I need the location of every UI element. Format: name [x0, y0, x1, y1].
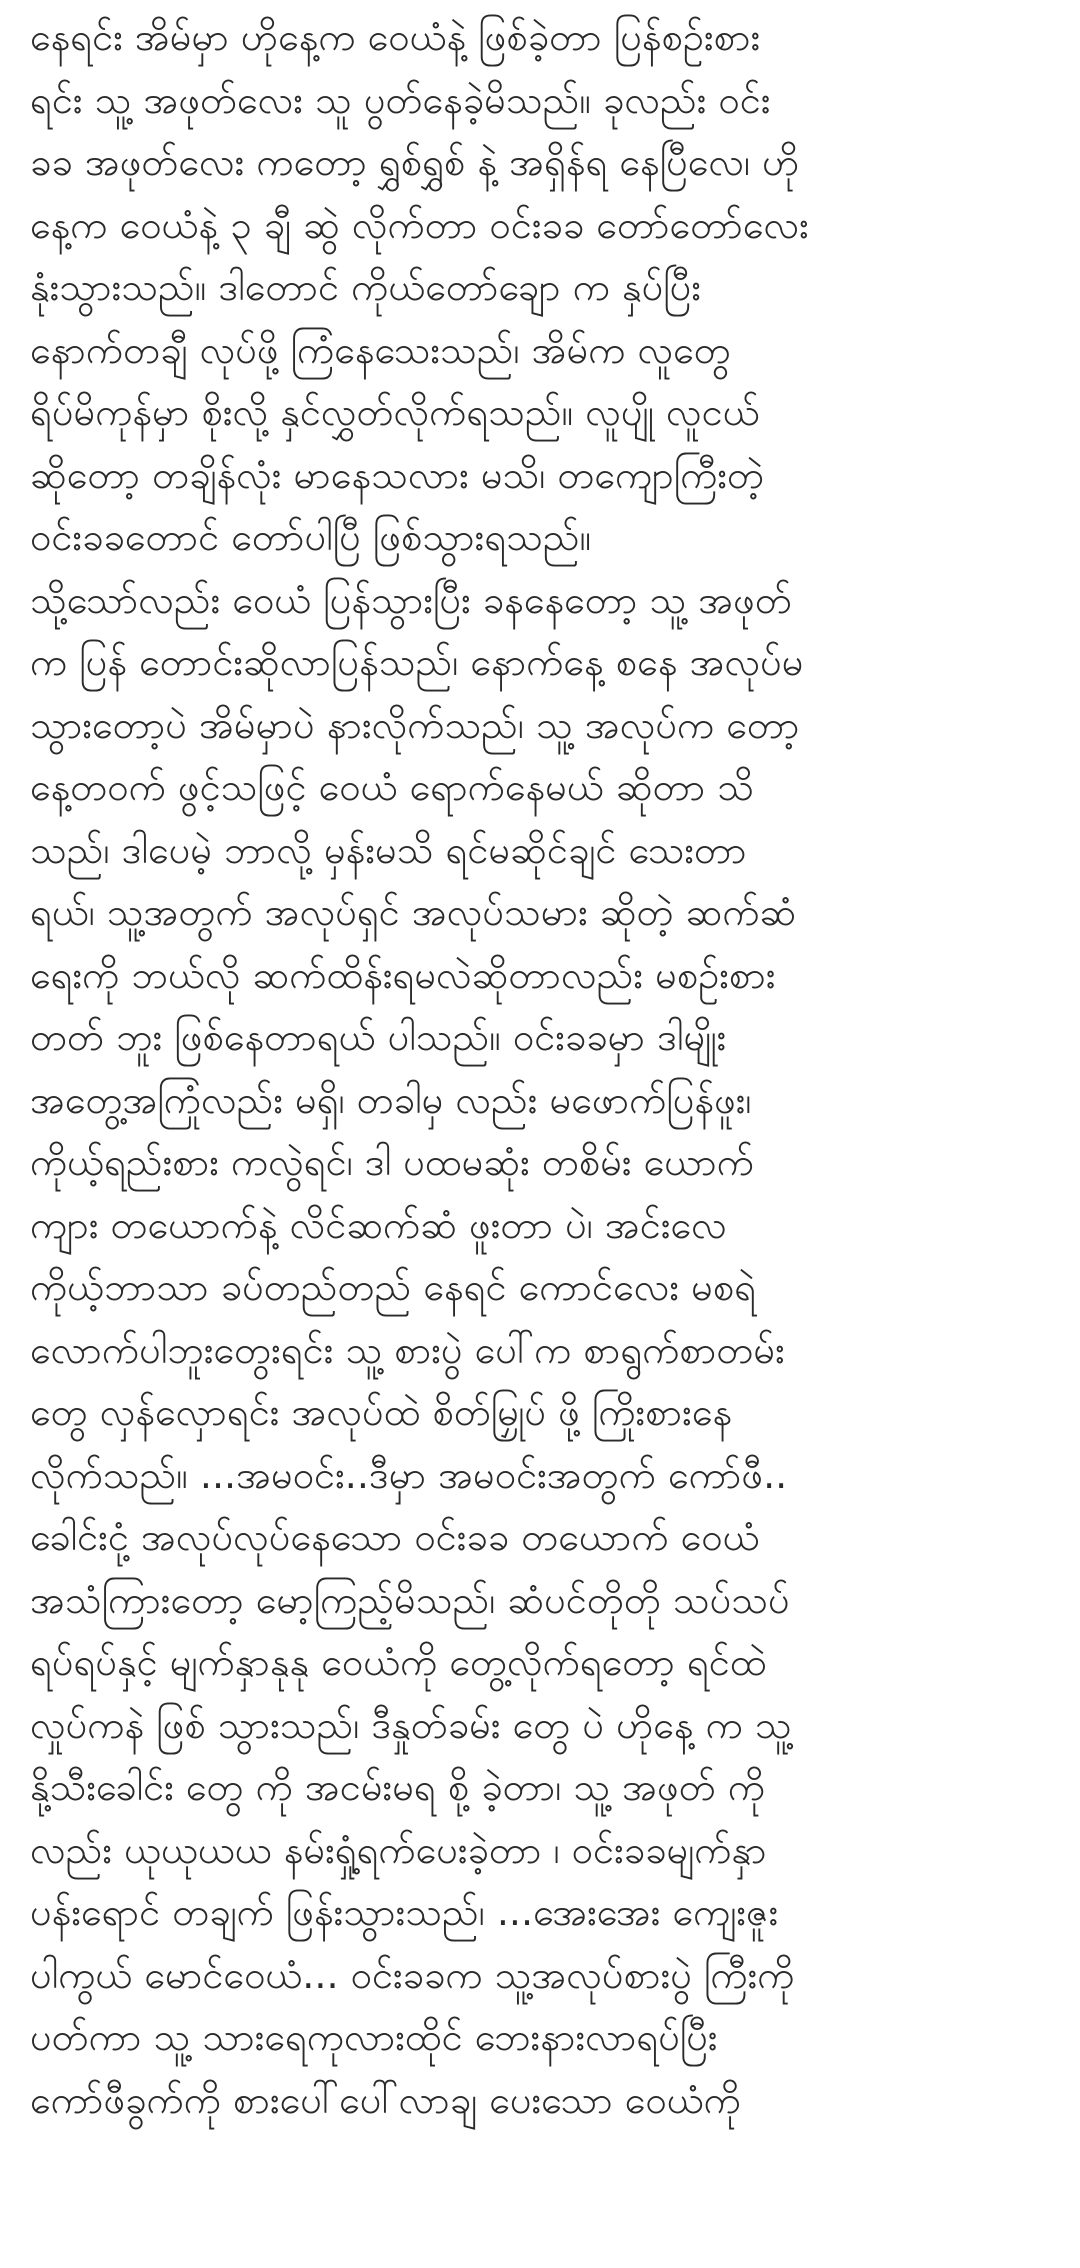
- text-line: ဆိုတော့ တချိန်လုံး မာနေသလား မသိ၊ တကျောကြီးတဲ့: [30, 452, 765, 497]
- text-line: နောက်တချီ လုပ်ဖို့ ကြံနေသေးသည်၊ အိမ်က လူတွေ: [30, 327, 731, 372]
- text-line: သို့သော်လည်း ဝေယံ ပြန်သွားပြီး ခနနေတော့ သူ့ အဖုတ်: [30, 577, 792, 622]
- text-line: နေ့တဝက် ဖွင့်သဖြင့် ဝေယံ ရောက်နေမယ် ဆိုတာ သိ: [30, 765, 755, 809]
- text-line: တတ် ဘူး ဖြစ်နေတာရယ် ပါသည်။ ဝင်းခခမှာ ဒါမျိုး: [30, 1015, 727, 1059]
- text-line: ကိုယ့်ရည်းစား ကလွဲရင်၊ ဒါ ပထမဆုံး တစိမ်း ယောက်: [30, 1140, 754, 1184]
- text-line: က ပြန် တောင်းဆိုလာပြန်သည်၊ နောက်နေ့ စနေ အလုပ်မ: [30, 640, 804, 684]
- text-line: သွားတော့ပဲ အိမ်မှာပဲ နားလိုက်သည်၊ သူ့ အလုပ်က တော့: [30, 702, 800, 747]
- text-line: ဝင်းခခတောင် တော်ပါပြီ ဖြစ်သွားရသည်။: [30, 515, 592, 559]
- text-line: ကော်ဖီခွက်ကို စားပေါ်ပေါ်လာချ ပေးသော ဝေယံကို: [30, 2077, 741, 2122]
- text-line: ရပ်ရပ်နှင့် မျက်နှာနုနု ဝေယံကို တွေ့လိုက်ရတော့ ရင်ထဲ: [30, 1640, 767, 1684]
- text-line: ပန်းရောင် တချက် ဖြန်းသွားသည်၊ ...အေးအေး ကျေးဇူး: [30, 1890, 779, 1934]
- text-line: ခခ အဖုတ်လေး ကတော့ ရွှစ်ရွှစ် နဲ့ အရှိန်ရ နေပြီလေ၊ ဟို: [30, 140, 800, 184]
- text-line: နေ့က ဝေယံနဲ့ ၃ ချီ ဆွဲ လိုက်တာ ဝင်းခခ တော်တော်လေး: [30, 202, 809, 247]
- text-line: ရေးကို ဘယ်လို ဆက်ထိန်းရမလဲဆိုတာလည်း မစဉ်းစား: [30, 952, 776, 997]
- text-line: နုံးသွားသည်။ ဒါတောင် ကိုယ်တော်ချော က နှပ်ပြီး: [30, 265, 701, 309]
- text-line: ပတ်ကာ သူ့ သားရေကုလားထိုင် ဘေးနားလာရပ်ပြီး: [30, 2015, 718, 2059]
- text-line: လိုက်သည်။ ...အမဝင်း..ဒီမှာ အမဝင်းအတွက် ကော်ဖီ..: [30, 1452, 788, 1497]
- text-line: နို့သီးခေါင်း တွေ ကို အငမ်းမရ စို့ ခဲ့တာ၊ သူ့ အဖုတ် ကို: [30, 1765, 766, 1809]
- text-line: ရိပ်မိကုန်မှာ စိုးလို့ နှင်လွှတ်လိုက်ရသည်။ လူပျို လူငယ်: [30, 390, 760, 434]
- text-line: ခေါင်းငုံ့ အလုပ်လုပ်နေသော ဝင်းခခ တယောက် ဝေယံ: [30, 1515, 760, 1559]
- text-line: အတွေ့အကြုံလည်း မရှိ၊ တခါမှ လည်း မဖောက်ပြန်ဖူး၊: [30, 1077, 752, 1122]
- article-body: [30, 6, 1060, 2131]
- text-line: ရယ်၊ သူ့အတွက် အလုပ်ရှင် အလုပ်သမား ဆိုတဲ့ ဆက်ဆံ: [30, 890, 797, 934]
- text-line: ပါကွယ် မောင်ဝေယံ... ဝင်းခခက သူ့အလုပ်စားပွဲ ကြီးကို: [30, 1952, 795, 1997]
- text-line: တွေ လှန်လှောရင်း အလုပ်ထဲ စိတ်မြှုပ် ဖို့ ကြိုးစားနေ: [30, 1390, 733, 1434]
- text-line: ကိုယ့်ဘာသာ ခပ်တည်တည် နေရင် ကောင်လေး မစရဲ: [30, 1265, 757, 1309]
- text-line: ကျား တယောက်နဲ့ လိင်ဆက်ဆံ ဖူးတာ ပဲ၊ အင်းလေ: [30, 1202, 727, 1247]
- text-line: လောက်ပါဘူးတွေးရင်း သူ့ စားပွဲ ပေါ်က စာရွက်စာတမ်း: [30, 1327, 785, 1372]
- text-line: သည်၊ ဒါပေမဲ့ ဘာလို့ မှန်းမသိ ရင်မဆိုင်ချင် သေးတာ: [30, 827, 747, 872]
- text-line: လည်း ယုယုယယ နမ်းရှုံ့ရက်ပေးခဲ့တာ ၊ ဝင်းခခမျက်နှာ: [30, 1827, 767, 1872]
- text-line: ရင်း သူ့ အဖုတ်လေး သူ ပွတ်နေခဲ့မိသည်။ ခုလည်း ဝင်း: [30, 77, 771, 122]
- text-line: အသံကြားတော့ မော့ကြည့်မိသည်၊ ဆံပင်တိုတို သပ်သပ်: [30, 1577, 790, 1622]
- text-line: နေရင်း အိမ်မှာ ဟိုနေ့က ဝေယံနဲ့ ဖြစ်ခဲ့တာ ပြန်စဉ်းစား: [30, 15, 761, 59]
- text-line: လှုပ်ကနဲ ဖြစ် သွားသည်၊ ဒီနှုတ်ခမ်း တွေ ပဲ ဟိုနေ့ က သူ့: [30, 1702, 792, 1747]
